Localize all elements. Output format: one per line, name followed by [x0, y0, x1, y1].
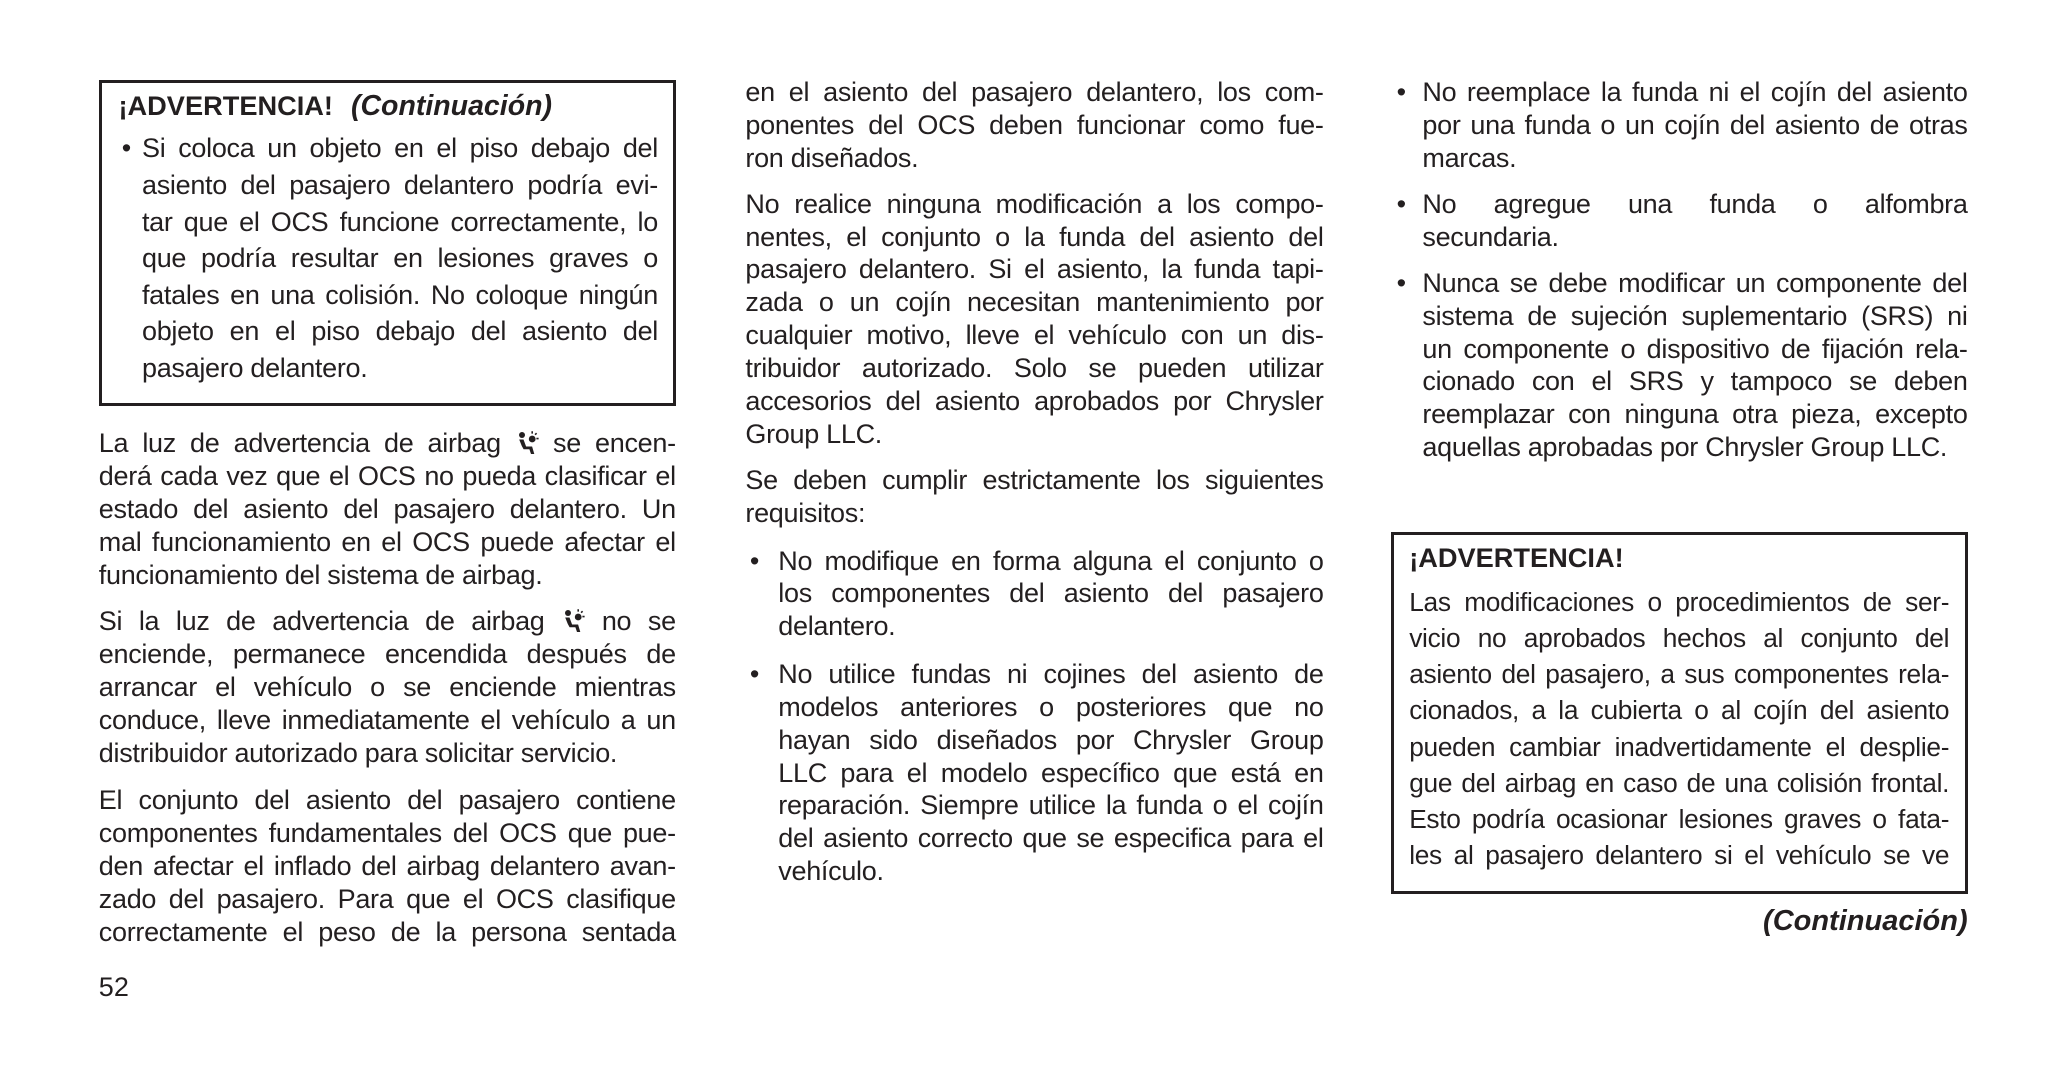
bullet-glyph: • — [749, 658, 760, 689]
text-line: delantero. — [778, 611, 896, 642]
text-line: que podría resultar en lesiones graves o — [141, 243, 658, 274]
text-line: conduce, lleve inmediatamente el vehículo a un — [98, 704, 676, 735]
text-line: cionado con el SRS y tampoco se deben — [1422, 366, 1968, 397]
text-line: estado del asiento del pasajero delantero. Un — [98, 494, 676, 525]
text-segment: se encen- — [553, 428, 676, 459]
bullet-glyph: • — [1396, 76, 1407, 107]
page-number: 52 — [98, 972, 129, 1003]
text-line: Esto podría ocasionar lesiones graves o fata- — [1409, 803, 1950, 834]
text-line: cualquier motivo, lleve el vehículo con un dis- — [745, 320, 1324, 351]
text-line: asiento del pasajero, a sus componentes rela- — [1409, 659, 1950, 690]
text-line: nentes, el conjunto o la funda del asiento del — [745, 221, 1324, 252]
text-line: vicio no aprobados hechos al conjunto del — [1409, 622, 1950, 653]
warning-title: ¡ADVERTENCIA! — [1409, 541, 1624, 573]
text-line: El conjunto del asiento del pasajero contiene — [98, 785, 676, 816]
text-line: les al pasajero delantero si el vehículo se ve — [1409, 840, 1950, 871]
text-line: den afectar el inflado del airbag delantero avan- — [98, 851, 676, 882]
bullet-glyph: • — [121, 133, 132, 164]
text-line: distribuidor autorizado para solicitar servicio. — [98, 737, 618, 768]
text-line: componentes fundamentales del OCS que pue- — [98, 818, 676, 849]
text-line: marcas. — [1422, 142, 1517, 173]
airbag-warning-icon — [515, 430, 539, 456]
paragraph — [745, 188, 1323, 451]
text-segment: no se — [601, 606, 676, 637]
bullet-glyph: • — [749, 545, 760, 576]
text-line: No utilice fundas ni cojines del asiento de — [778, 658, 1324, 689]
paragraph — [99, 784, 676, 948]
text-line: tribuidor autorizado. Solo se pueden utilizar — [745, 353, 1324, 384]
text-line: pueden cambiar inadvertidamente el desplie- — [1409, 731, 1950, 762]
text-line: del asiento correcto que se especifica para el — [778, 823, 1324, 854]
text-line: hayan sido diseñados por Chrysler Group — [778, 724, 1324, 755]
text-line: Si coloca un objeto en el piso debajo del — [141, 133, 658, 164]
paragraph — [99, 427, 676, 591]
text-line: LLC para el modelo específico que está en — [778, 757, 1324, 788]
bullet-text — [1422, 267, 1967, 464]
text-line: zada o un cojín necesitan mantenimiento por — [745, 287, 1324, 318]
text-line: en el asiento del pasajero delantero, los com- — [745, 76, 1324, 107]
text-line: No realice ninguna modificación a los compo- — [745, 188, 1324, 219]
text-line: zado del pasajero. Para que el OCS clasifique — [98, 883, 676, 914]
text-line: un componente o dispositivo de fijación rela- — [1422, 333, 1968, 364]
text-line: objeto en el piso debajo del asiento del — [141, 316, 658, 347]
text-line: tar que el OCS funcione correctamente, lo — [141, 206, 658, 237]
text-line: Se deben cumplir estrictamente los siguientes — [745, 465, 1324, 496]
text-line: sistema de sujeción suplementario (SRS) ni — [1422, 300, 1968, 331]
text-line: reemplazar con ninguna otra pieza, excepto — [1422, 399, 1968, 430]
text-line: vehículo. — [778, 856, 884, 887]
text-line: aquellas aprobadas por Chrysler Group LLC. — [1422, 432, 1948, 463]
text-line: derá cada vez que el OCS no pueda clasificar el — [98, 461, 676, 492]
bullet-text — [1422, 76, 1967, 175]
text-line: funcionamiento del sistema de airbag. — [98, 559, 543, 590]
text-line — [99, 605, 676, 638]
warning-box — [99, 80, 676, 405]
text-line: No modifique en forma alguna el conjunto o — [778, 545, 1324, 576]
text-line: correctamente el peso de la persona sentada — [98, 916, 676, 947]
bullet-text — [778, 545, 1323, 644]
text-line: asiento del pasajero delantero podría evi- — [141, 170, 658, 201]
text-line: por una funda o un cojín del asiento de otras — [1422, 109, 1968, 140]
text-segment: La luz de advertencia de airbag — [98, 428, 501, 459]
bullet-glyph: • — [1396, 188, 1407, 219]
text-line: requisitos: — [745, 498, 866, 529]
warning-heading — [118, 89, 552, 123]
continued-label: (Continuación) — [350, 89, 553, 122]
text-line: Group LLC. — [745, 418, 882, 449]
bullet-glyph: • — [1396, 267, 1407, 298]
text-line: No reemplace la funda ni el cojín del asiento — [1422, 76, 1968, 107]
warning-text — [1409, 584, 1949, 874]
text-line: enciende, permanece encendida después de — [98, 639, 676, 670]
text-line: pasajero delantero. Si el asiento, la funda tapi- — [745, 254, 1324, 285]
text-line: No agregue una funda o alfombra — [1422, 188, 1968, 219]
text-line: Las modificaciones o procedimientos de ser- — [1409, 586, 1950, 617]
bullet-text — [778, 658, 1323, 888]
text-segment: Si la luz de advertencia de airbag — [98, 606, 545, 637]
text-line: gue del airbag en caso de una colisión frontal. — [1409, 767, 1950, 798]
text-line: ron diseñados. — [745, 142, 919, 173]
text-line: mal funcionamiento en el OCS puede afectar el — [98, 526, 676, 557]
text-line — [99, 427, 676, 460]
continued-label: (Continuación) — [1763, 905, 1968, 938]
text-line: secundaria. — [1422, 221, 1559, 252]
warning-title: ¡ADVERTENCIA! — [118, 89, 333, 121]
bullet-text — [142, 130, 658, 386]
text-line: cionados, a la cubierta o al cojín del asiento — [1409, 695, 1950, 726]
text-line: Nunca se debe modificar un componente del — [1422, 267, 1968, 298]
text-line: accesorios del asiento aprobados por Chrysler — [745, 386, 1324, 417]
warning-box — [1391, 532, 1968, 894]
bullet-text — [1422, 188, 1967, 254]
text-line: los componentes del asiento del pasajero — [778, 578, 1324, 609]
text-line: fatales en una colisión. No coloque ningún — [141, 279, 658, 310]
text-line: ponentes del OCS deben funcionar como fue- — [745, 109, 1324, 140]
paragraph — [745, 464, 1323, 530]
paragraph — [99, 605, 676, 769]
airbag-warning-icon — [561, 608, 585, 634]
text-line: arrancar el vehículo o se enciende mientras — [98, 671, 676, 702]
text-line: pasajero delantero. — [141, 353, 368, 384]
paragraph — [745, 76, 1323, 175]
text-line: modelos anteriores o posteriores que no — [778, 691, 1324, 722]
text-line: reparación. Siempre utilice la funda o el cojín — [778, 790, 1324, 821]
